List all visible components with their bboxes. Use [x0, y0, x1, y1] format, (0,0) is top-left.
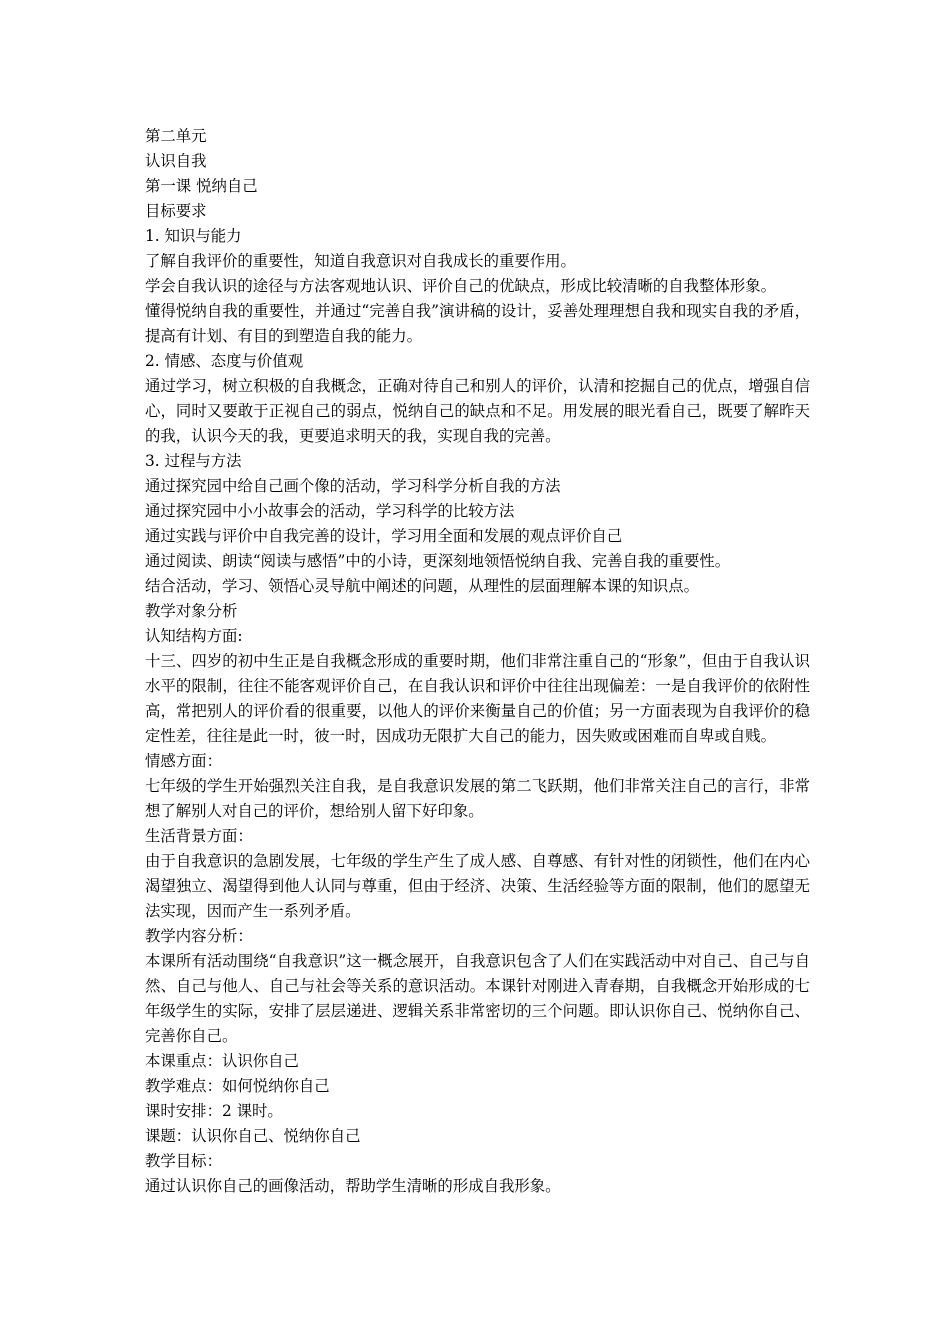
analysis-heading: 教学对象分析: [145, 602, 238, 620]
section-1-paragraph-3: 懂得悦纳自我的重要性，并通过“完善自我”演讲稿的设计，妥善处理理想自我和现实自我的矛盾，提高有计划、有目的到塑造自我的能力。: [145, 302, 810, 345]
emotion-heading: 情感方面：: [145, 752, 222, 770]
section-2-title: 2. 情感、态度与价值观: [145, 352, 304, 370]
key-point: 本课重点：认识你自己: [145, 1052, 299, 1070]
goals-heading: 目标要求: [145, 202, 207, 220]
unit-title: 第二单元: [145, 127, 207, 145]
section-1-paragraph-2: 学会自我认识的途径与方法客观地认识、评价自己的优缺点，形成比较清晰的自我整体形象。: [145, 277, 777, 295]
cognitive-heading: 认知结构方面:: [145, 627, 243, 645]
objective-heading: 教学目标：: [145, 1152, 222, 1170]
objective-paragraph: 通过认识你自己的画像活动，帮助学生清晰的形成自我形象。: [145, 1177, 561, 1195]
emotion-paragraph: 七年级的学生开始强烈关注自我，是自我意识发展的第二飞跃期，他们非常关注自己的言行，非常想了解别人对自己的评价，想给别人留下好印象。: [145, 777, 810, 820]
document-body: [145, 124, 810, 1199]
section-1-paragraph-1: 了解自我评价的重要性，知道自我意识对自我成长的重要作用。: [145, 252, 576, 270]
section-1-title: 1. 知识与能力: [145, 227, 242, 245]
section-3-item-2: 通过探究园中小小故事会的活动，学习科学的比较方法: [145, 502, 515, 520]
section-3-item-1: 通过探究园中给自己画个像的活动，学习科学分析自我的方法: [145, 477, 561, 495]
content-heading: 教学内容分析：: [145, 927, 253, 945]
class-hours: 课时安排：2 课时。: [145, 1102, 283, 1120]
content-paragraph: 本课所有活动围绕“自我意识”这一概念展开，自我意识包含了人们在实践活动中对自己、自己与自然、自己与他人、自己与社会等关系的意识活动。本课针对刚进入青春期，自我概念开始形成的七年级学生的实际，安排了层层递进、逻辑关系非常密切的三个问题。即认识你自己、悦纳你自己、完善你自己。: [145, 952, 810, 1045]
lesson-title: 第一课 悦纳自己: [145, 177, 258, 195]
section-3-item-5: 结合活动，学习、领悟心灵导航中阐述的问题，从理性的层面理解本课的知识点。: [145, 577, 700, 595]
lesson-topic: 课题：认识你自己、悦纳你自己: [145, 1127, 361, 1145]
section-3-item-3: 通过实践与评价中自我完善的设计，学习用全面和发展的观点评价自己: [145, 527, 623, 545]
difficulty: 教学难点：如何悦纳你自己: [145, 1077, 330, 1095]
life-heading: 生活背景方面：: [145, 827, 253, 845]
life-paragraph: 由于自我意识的急剧发展，七年级的学生产生了成人感、自尊感、有针对性的闭锁性，他们在内心渴望独立、渴望得到他人认同与尊重，但由于经济、决策、生活经验等方面的限制，他们的愿望无法实现，因而产生一系列矛盾。: [145, 852, 810, 920]
section-2-paragraph: 通过学习，树立积极的自我概念，正确对待自己和别人的评价，认清和挖掘自己的优点，增强自信心，同时又要敢于正视自己的弱点，悦纳自己的缺点和不足。用发展的眼光看自己，既要了解昨天的我，认识今天的我，更要追求明天的我，实现自我的完善。: [145, 377, 810, 445]
cognitive-paragraph: 十三、四岁的初中生正是自我概念形成的重要时期，他们非常注重自己的“形象”，但由于自我认识水平的限制，往往不能客观评价自己，在自我认识和评价中往往出现偏差：一是自我评价的依附性高，常把别人的评价看的很重要，以他人的评价来衡量自己的价值；另一方面表现为自我评价的稳定性差，往往是此一时，彼一时，因成功无限扩大自己的能力，因失败或困难而自卑或自贱。: [145, 652, 810, 745]
section-3-title: 3. 过程与方法: [145, 452, 242, 470]
section-3-item-4: 通过阅读、朗读“阅读与感悟”中的小诗，更深刻地领悟悦纳自我、完善自我的重要性。: [145, 552, 731, 570]
theme-title: 认识自我: [145, 152, 207, 170]
